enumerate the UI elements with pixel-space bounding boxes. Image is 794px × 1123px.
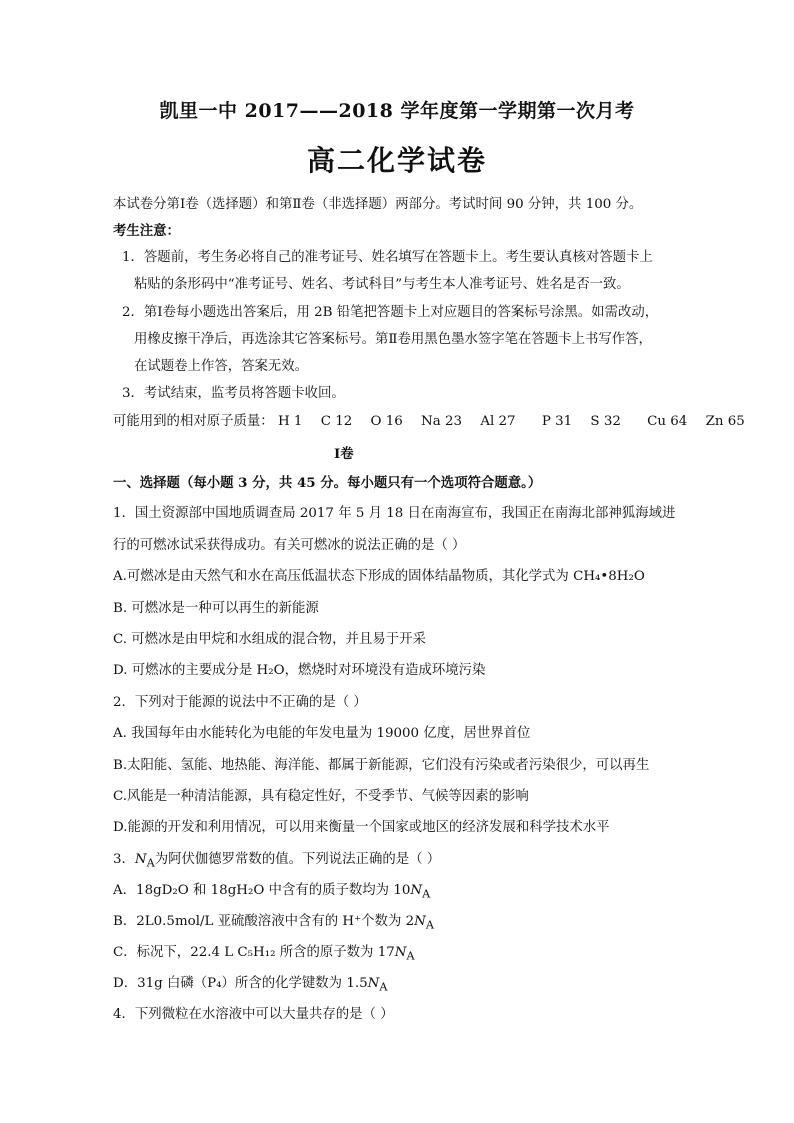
notice-item: 2．第Ⅰ卷每小题选出答案后，用 2B 铅笔把答题卡上对应题目的答案标号涂黑。如需改动， (122, 305, 659, 320)
notice-heading: 考生注意： (113, 223, 180, 239)
section-heading: 一、选择题（每小题 3 分，共 45 分。每小题只有一个选项符合题意。） (113, 475, 542, 491)
option-text: D．31g 白磷（P₄）所含的化学键数为 1.5 (113, 976, 368, 991)
avogadro-symbol: N (394, 945, 407, 960)
question-1-option-a: A.可燃冰是由天然气和水在高压低温状态下形成的固体结晶物质，其化学式为 CH₄•8H₂O (113, 569, 645, 584)
question-2-stem: 2．下列对于能源的说法中不正确的是（ ） (113, 695, 367, 710)
question-1-option-c: C. 可燃冰是由甲烷和水组成的混合物，并且易于开采 (113, 632, 426, 647)
question-1-option-b: B. 可燃冰是一种可以再生的新能源 (113, 601, 319, 616)
avogadro-subscript: A (379, 980, 388, 994)
question-1-stem: 1．国土资源部中国地质调查局 2017 年 5 月 18 日在南海宣布，我国正在南海北部神狐海域进 (113, 506, 676, 521)
atomic-mass: Zn 65 (705, 414, 745, 429)
question-3-stem-text: 为阿伏伽德罗常数的值。下列说法正确的是（ ） (154, 852, 441, 867)
question-4-stem: 4．下列微粒在水溶液中可以大量共存的是（ ） (113, 1007, 394, 1022)
avogadro-subscript: A (406, 949, 415, 963)
question-2-option-c: C.风能是一种清洁能源，具有稳定性好，不受季节、气候等因素的影响 (113, 789, 529, 804)
question-3-option-d (113, 975, 387, 997)
question-3-option-b (113, 913, 434, 935)
question-2-option-b: B.太阳能、氢能、地热能、海洋能、都属于新能源，它们没有污染或者污染很少，可以再生 (113, 758, 650, 773)
school-title: 凯里一中 2017——2018 学年度第一学期第一次月考 (159, 100, 635, 122)
volume-title: Ⅰ卷 (334, 446, 354, 462)
notice-item: 在试题卷上作答，答案无效。 (134, 359, 309, 374)
intro-text: 本试卷分第Ⅰ卷（选择题）和第Ⅱ卷（非选择题）两部分。考试时间 90 分钟，共 100 分。 (113, 197, 643, 212)
atomic-masses-line (113, 413, 759, 431)
question-3-stem: 3．$N_A$为阿伏伽德罗常数的值。下列说法正确的是（ ） (113, 852, 441, 870)
question-2-option-d: D.能源的开发和利用情况，可以用来衡量一个国家或地区的经济发展和科学技术水平 (113, 820, 610, 835)
avogadro-subscript: A (422, 887, 431, 901)
avogadro-subscript: A (146, 856, 155, 870)
avogadro-subscript: A (425, 918, 434, 932)
atomic-mass: O 16 (370, 414, 403, 429)
avogadro-symbol: N (134, 852, 147, 867)
question-2-option-a: A. 我国每年由水能转化为电能的年发电量为 19000 亿度，居世界首位 (113, 726, 531, 741)
avogadro-symbol: N (410, 883, 423, 898)
avogadro-symbol: N (414, 914, 426, 929)
option-text: A．18gD₂O 和 18gH₂O 中含有的质子数均为 10 (113, 883, 411, 898)
atomic-mass: Al 27 (480, 414, 516, 429)
notice-item: 用橡皮擦干净后，再选涂其它答案标号。第Ⅱ卷用黑色墨水签字笔在答题卡上书写作答， (134, 332, 652, 347)
atomic-mass: P 31 (541, 414, 573, 429)
atomic-mass: C 12 (320, 414, 353, 429)
question-1-option-d: D. 可燃冰的主要成分是 H₂O，燃烧时对环境没有造成环境污染 (113, 663, 486, 678)
notice-item: 3．考试结束，监考员将答题卡收回。 (122, 386, 345, 401)
option-text: C．标况下，22.4 L C₅H₁₂ 所含的原子数为 17 (113, 945, 395, 960)
atomic-mass: S 32 (590, 414, 621, 429)
exam-title: 高二化学试卷 (306, 144, 487, 177)
notice-item: 粘贴的条形码中“准考证号、姓名、考试科目”与考生本人准考证号、姓名是否一致。 (134, 277, 630, 292)
question-3-option-c (113, 944, 415, 966)
atomic-mass: Na 23 (421, 414, 463, 429)
notice-item: 1．答题前，考生务必将自己的准考证号、姓名填写在答题卡上。考生要认真核对答题卡上 (122, 250, 653, 265)
atomic-mass: Cu 64 (647, 414, 688, 429)
question-3-option-a (113, 882, 430, 904)
atomic-masses-label: 可能用到的相对原子质量： (113, 414, 274, 429)
option-text: B．2L0.5mol/L 亚硫酸溶液中含有的 H⁺个数为 2 (113, 914, 415, 929)
question-1-stem-cont: 行的可燃冰试采获得成功。有关可燃冰的说法正确的是（ ） (113, 538, 466, 553)
avogadro-symbol: N (367, 976, 380, 991)
atomic-mass: H 1 (277, 414, 303, 429)
